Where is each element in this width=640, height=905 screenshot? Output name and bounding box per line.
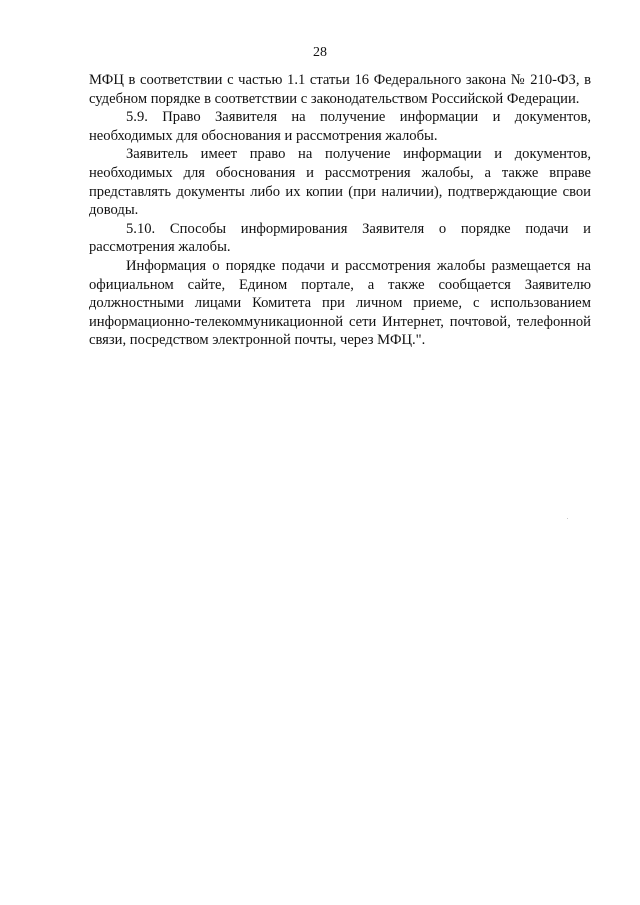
section-heading-5-10: 5.10. Способы информирования Заявителя о порядке подачи и рассмотрения жалобы. <box>89 220 591 256</box>
section-heading-5-9: 5.9. Право Заявителя на получение информации и документов, необходимых для обоснования и рассмотрения жалобы. <box>89 109 591 144</box>
page-number: 28 <box>313 45 327 60</box>
paragraph-continuation: МФЦ в соответствии с частью 1.1 статьи 16 Федерального закона № 210-ФЗ, в судебном порядке в соответствии с законодательством Российской Федерации. <box>89 72 591 107</box>
paragraph-applicant-rights: Заявитель имеет право на получение информации и документов, необходимых для обоснования и рассмотрения жалобы, а также вправе представлять документы либо их копии (при наличии), подтверждающие свои доводы. <box>89 146 591 219</box>
document-body <box>89 71 591 350</box>
scan-artifact <box>567 518 568 519</box>
paragraph-information-methods: Информация о порядке подачи и рассмотрения жалобы размещается на официальном сайте, Едином портале, а также сообщается Заявителю должностными лицами Комитета при личном приеме, с использованием информационно-телекоммуникационной сети Интернет, почтовой, телефонной связи, посредством электронной почты, через МФЦ.". <box>89 257 591 349</box>
